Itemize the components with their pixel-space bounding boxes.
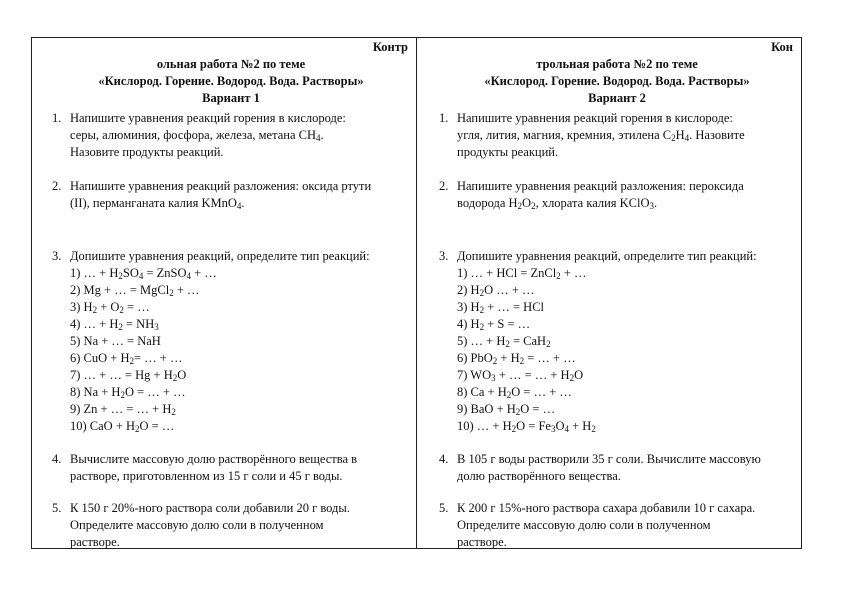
task-text: растворе, приготовленном из 15 г соли и 45 г воды. [70,469,343,483]
task-text: В 105 г воды растворили 35 г соли. Вычислите массовую [457,452,761,466]
task-2 [439,178,793,212]
title-rest: ольная работа №2 по теме [156,57,306,71]
equation: 7) $WO_3$ + … = … + $H_2O$ [457,368,584,383]
task-3 [439,248,793,435]
equation: 8) $Na + H_2O$ = … + … [70,385,186,400]
task-text: (II), перманганата калия KMnO$_4$. [70,196,245,211]
task-number: 2. [52,179,62,193]
task-3 [52,248,408,435]
task-number: 1. [52,111,62,125]
task-text: растворе. [457,535,507,549]
equation: 10) … + $H_2O = Fe_3O_4 + H_2$ [457,419,596,434]
task-1 [52,110,408,161]
title-rest: трольная работа №2 по теме [536,57,698,71]
equation: 3) $H_2$ + … = HCl [457,300,545,315]
equation: 5) … + $H_2 = CaH_2$ [457,334,551,349]
task-text: долю растворённого вещества. [457,469,621,483]
equation: 9) BaO + $H_2O$ = … [457,402,556,417]
task-text: растворе. [70,535,120,549]
variant-2-column [417,38,801,548]
task-2 [52,178,408,212]
task-number: 4. [439,452,449,466]
equation: 5) Na + … = NaH [70,334,161,348]
task-number: 2. [439,179,449,193]
variant-1-column [32,38,416,548]
task-text: Допишите уравнения реакций, определите тип реакций: [457,249,757,263]
task-number: 3. [439,249,449,263]
task-number: 3. [52,249,62,263]
task-number: 5. [439,501,449,515]
task-text: Допишите уравнения реакций, определите тип реакций: [70,249,370,263]
task-text: Назовите продукты реакций. [70,145,224,159]
equation: 2) Mg + … = MgCl$_2$ + … [70,283,200,298]
task-text: Определите массовую долю соли в полученном [457,518,711,532]
equation: 1) … + HCl = ZnCl$_2$ + … [457,266,587,281]
task-text: угля, лития, магния, кремния, этилена $C_2H_4$. Назовите [457,128,745,143]
task-text: Вычислите массовую долю растворённого вещества в [70,452,358,466]
title-top: Кон [771,40,793,54]
equation: 7) … + … = $Hg + H_2O$ [70,368,187,383]
task-5 [52,500,408,551]
equation: 6) $PbO_2 + H_2$ = … + … [457,351,576,366]
topic: «Кислород. Горение. Водород. Вода. Растворы» [484,74,750,88]
task-text: Напишите уравнения реакций горения в кислороде: [457,111,733,125]
task-text: водорода $H_2O_2$, хлората калия KClO$_3$. [457,196,658,211]
task-text: Напишите уравнения реакций разложения: оксида ртути [70,179,372,193]
task-text: серы, алюминия, фосфора, железа, метана $CH_4$. [70,128,324,143]
task-number: 5. [52,501,62,515]
equation: 3) $H_2 + O_2$ = … [70,300,150,315]
task-text: Напишите уравнения реакций горения в кислороде: [70,111,346,125]
task-text: К 200 г 15%-ного раствора сахара добавили 10 г сахара. [457,501,756,515]
task-4 [439,451,793,485]
task-text: К 150 г 20%-ного раствора соли добавили 20 г воды. [70,501,350,515]
equation: 4) … + $H_2 = NH_3$ [70,317,159,332]
task-number: 4. [52,452,62,466]
variant-label: Вариант 1 [202,91,260,105]
equation: 8) $Ca + H_2O$ = … + … [457,385,572,400]
worksheet-table [31,37,802,549]
task-text: продукты реакций. [457,145,559,159]
equation: 1) … + $H_2SO_4$ = ZnSO$_4$ + … [70,266,217,281]
topic: «Кислород. Горение. Водород. Вода. Растворы» [98,74,364,88]
task-number: 1. [439,111,449,125]
equation: 4) $H_2 + S$ = … [457,317,531,332]
task-text: Определите массовую долю соли в полученном [70,518,324,532]
title-top: Контр [372,40,408,54]
equation: 10) CaO + $H_2O$ = … [70,419,175,434]
equation: 9) Zn + … = … + $H_2$ [70,402,176,417]
equation: 6) CuO + $H_2=$ … + … [70,351,183,366]
task-text: Напишите уравнения реакций разложения: пероксида [457,179,744,193]
equation: 2) $H_2O$ … + … [457,283,535,298]
task-5 [439,500,793,551]
task-1 [439,110,793,161]
variant-label: Вариант 2 [588,91,646,105]
task-4 [52,451,408,485]
